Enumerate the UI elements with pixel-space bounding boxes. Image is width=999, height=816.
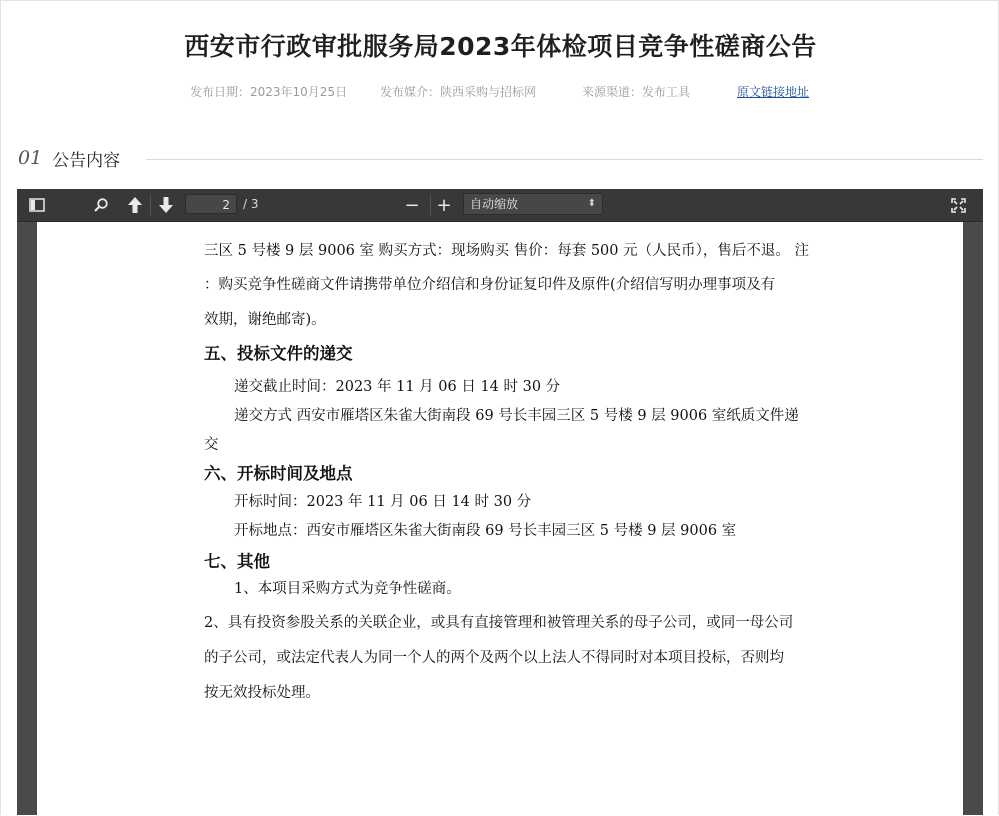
minus-icon[interactable]: − bbox=[404, 194, 420, 216]
section-label: 公告内容 bbox=[52, 150, 121, 171]
doc-line: 1、本项目采购方式为竞争性磋商。 bbox=[234, 581, 461, 597]
plus-icon[interactable]: + bbox=[436, 194, 452, 216]
original-link[interactable]: 原文链接地址 bbox=[737, 85, 810, 99]
page-count: / 3 bbox=[243, 197, 259, 211]
section-heading bbox=[18, 146, 120, 170]
publish-media: 发布媒介：陕西采购与招标网 bbox=[380, 85, 537, 99]
doc-line: ：购买竞争性磋商文件请携带单位介绍信和身份证复印件及原件(介绍信写明办理事项及有 bbox=[204, 277, 776, 293]
doc-line: 交 bbox=[204, 437, 219, 453]
arrow-up-icon[interactable] bbox=[125, 195, 145, 215]
doc-line: 的子公司，或法定代表人为同一个人的两个及两个以上法人不得同时对本项目投标，否则均 bbox=[204, 650, 784, 666]
publish-date: 发布日期：2023年10月25日 bbox=[190, 85, 348, 99]
zoom-value: 自动缩放 bbox=[470, 197, 519, 211]
arrow-down-icon[interactable] bbox=[156, 195, 176, 215]
page-title: 西安市行政审批服务局2023年体检项目竞争性磋商公告 bbox=[184, 32, 817, 61]
doc-line: 递交方式 西安市雁塔区朱雀大街南段 69 号长丰园三区 5 号楼 9 层 9006 室纸质文件递 bbox=[234, 408, 799, 424]
doc-line: 按无效投标处理。 bbox=[204, 685, 320, 701]
pdf-page bbox=[37, 222, 963, 815]
doc-line: 2、具有投资参股关系的关联企业，或具有直接管理和被管理关系的母子公司，或同一母公司 bbox=[204, 615, 794, 631]
doc-heading: 五、投标文件的递交 bbox=[204, 344, 353, 363]
doc-heading: 七、其他 bbox=[204, 552, 270, 571]
pdf-toolbar bbox=[17, 189, 983, 222]
source-channel: 来源渠道：发布工具 bbox=[582, 85, 691, 99]
search-icon[interactable] bbox=[91, 196, 111, 214]
page-number-input[interactable]: 2 bbox=[185, 194, 237, 214]
zoom-select[interactable] bbox=[463, 193, 603, 215]
doc-line: 三区 5 号楼 9 层 9006 室 购买方式：现场购买 售价：每套 500 元（人民币），售后不退。 注 bbox=[204, 243, 809, 259]
chevron-updown-icon: ⬍ bbox=[587, 198, 596, 209]
doc-line: 效期，谢绝邮寄)。 bbox=[204, 312, 326, 328]
section-number: 01 bbox=[18, 147, 43, 169]
doc-line: 开标地点：西安市雁塔区朱雀大街南段 69 号长丰园三区 5 号楼 9 层 9006 室 bbox=[234, 523, 737, 539]
doc-line: 递交截止时间：2023 年 11 月 06 日 14 时 30 分 bbox=[234, 379, 561, 395]
toolbar-separator bbox=[150, 195, 151, 215]
sidebar-toggle-icon[interactable] bbox=[27, 196, 47, 214]
section-divider bbox=[146, 159, 983, 160]
pdf-viewer bbox=[17, 189, 983, 815]
fullscreen-icon[interactable] bbox=[949, 196, 967, 214]
doc-heading: 六、开标时间及地点 bbox=[204, 464, 353, 483]
toolbar-separator bbox=[430, 195, 431, 215]
doc-line: 开标时间：2023 年 11 月 06 日 14 时 30 分 bbox=[234, 494, 532, 510]
